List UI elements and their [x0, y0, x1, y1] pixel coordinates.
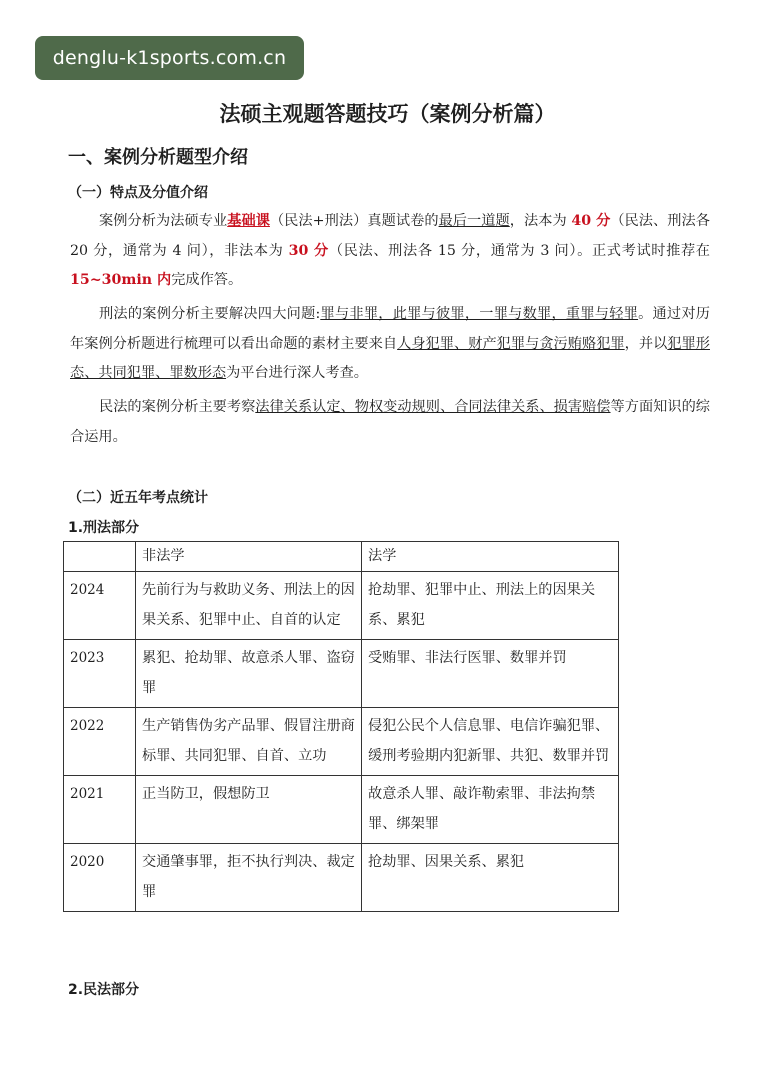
- table-row: [64, 776, 619, 844]
- text-span: 案例分析为法硕专业: [99, 213, 228, 229]
- table-cell-year: 2021: [64, 776, 136, 844]
- text-span: 等方面知识的综合运用。: [70, 399, 710, 445]
- paragraph-criminal-law: [70, 300, 710, 389]
- highlight-time: 15~30min 内: [70, 272, 172, 288]
- table-cell: 受贿罪、非法行医罪、数罪并罚: [362, 640, 619, 708]
- table-cell: 正当防卫，假想防卫: [136, 776, 362, 844]
- text-span: ，并以: [624, 335, 668, 352]
- paragraph-intro: [70, 207, 710, 296]
- section-heading-1: 一、案例分析题型介绍: [68, 147, 248, 168]
- underline-civil-topics: 法律关系认定、物权变动规则、合同法律关系、损害赔偿: [255, 399, 611, 415]
- text-span: （民法、刑法各 20 分，通常为 4 问），非法本为: [70, 213, 710, 259]
- table-cell: 故意杀人罪、敲诈勒索罪、非法拘禁罪、绑架罪: [362, 776, 619, 844]
- table-header-cell: 非法学: [136, 542, 362, 572]
- table-cell: 交通肇事罪，拒不执行判决、裁定罪: [136, 844, 362, 912]
- table-row: [64, 572, 619, 640]
- table-cell: 生产销售伪劣产品罪、假冒注册商标罪、共同犯罪、自首、立功: [136, 708, 362, 776]
- watermark-badge: denglu-k1sports.com.cn: [35, 36, 304, 80]
- subsection-heading-2: （二）近五年考点统计: [68, 490, 208, 506]
- underline-crime-forms: 犯罪形态、共同犯罪、罪数形态: [70, 335, 710, 381]
- part-heading-criminal: 1.刑法部分: [68, 520, 140, 536]
- table-row: [64, 844, 619, 912]
- paragraph-civil-law: [70, 393, 710, 452]
- highlight-score-nonlaw: 30 分: [288, 242, 329, 259]
- table-row: [64, 640, 619, 708]
- table-cell: 累犯、抢劫罪、故意杀人罪、盗窃罪: [136, 640, 362, 708]
- table-cell-year: 2022: [64, 708, 136, 776]
- exam-stats-table: [63, 541, 619, 912]
- page-title: 法硕主观题答题技巧（案例分析篇）: [219, 102, 556, 126]
- text-span: 刑法的案例分析主要解决四大问题:: [99, 306, 321, 322]
- underline-crime-sources: 人身犯罪、财产犯罪与贪污贿赂犯罪: [397, 335, 625, 352]
- highlight-score-law: 40 分: [571, 213, 611, 229]
- table-cell: 抢劫罪、因果关系、累犯: [362, 844, 619, 912]
- part-heading-civil: 2.民法部分: [68, 982, 140, 998]
- text-span: （民法、刑法各 15 分，通常为 3 问）。正式考试时推荐在: [328, 242, 710, 259]
- table-cell: 抢劫罪、犯罪中止、刑法上的因果关系、累犯: [362, 572, 619, 640]
- underline-last-question: 最后一道题: [438, 213, 510, 229]
- highlight-basic-course: 基础课: [227, 213, 270, 229]
- underline-four-issues: 罪与非罪，此罪与彼罪，一罪与数罪，重罪与轻罪: [320, 306, 639, 322]
- subsection-heading-1: （一）特点及分值介绍: [68, 185, 208, 201]
- table-cell-year: 2020: [64, 844, 136, 912]
- table-cell: 侵犯公民个人信息罪、电信诈骗犯罪、缓刑考验期内犯新罪、共犯、数罪并罚: [362, 708, 619, 776]
- text-span: 。通过对历年案例分析题进行梳理可以看出命题的素材主要来自: [70, 306, 710, 352]
- text-span: 完成作答。: [171, 272, 243, 288]
- table-header-cell: [64, 542, 136, 572]
- text-span: 民法的案例分析主要考察: [99, 399, 256, 415]
- text-span: （民法+刑法）真题试卷的: [269, 213, 439, 229]
- table-cell-year: 2023: [64, 640, 136, 708]
- table-header-row: [64, 542, 619, 572]
- table-header-cell: 法学: [362, 542, 619, 572]
- table-cell-year: 2024: [64, 572, 136, 640]
- table-cell: 先前行为与救助义务、刑法上的因果关系、犯罪中止、自首的认定: [136, 572, 362, 640]
- text-span: ，法本为: [509, 213, 572, 229]
- table-row: [64, 708, 619, 776]
- text-span: 为平台进行深人考查。: [226, 365, 368, 381]
